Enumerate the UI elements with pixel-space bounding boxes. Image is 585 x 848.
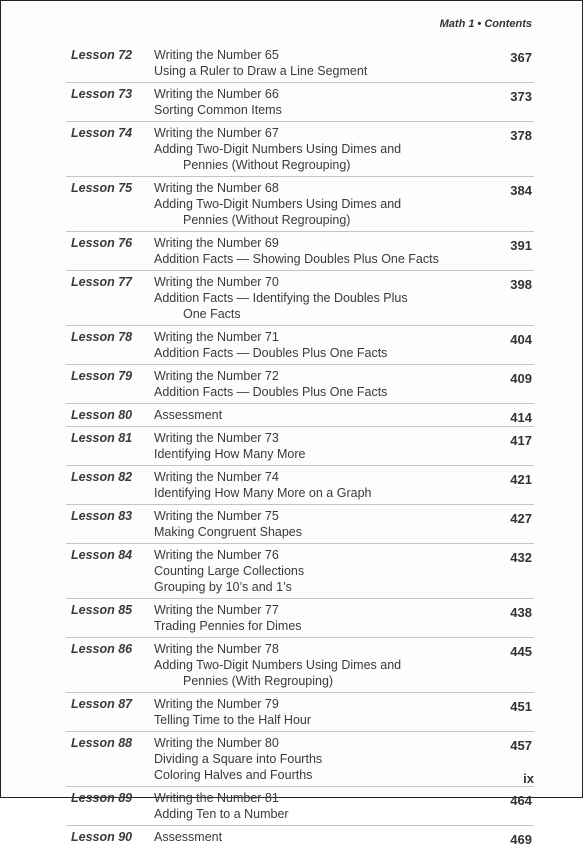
- lesson-label: Lesson 72: [71, 48, 133, 62]
- lesson-topic-line: Writing the Number 81: [154, 791, 279, 805]
- lesson-topic-line: Addition Facts — Identifying the Doubles Plus: [154, 291, 408, 305]
- lesson-label: Lesson 80: [71, 408, 133, 422]
- lesson-label: Lesson 81: [71, 431, 133, 445]
- lesson-topic-line: Addition Facts — Doubles Plus One Facts: [154, 385, 388, 399]
- lesson-topic-line: Pennies (Without Regrouping): [183, 158, 351, 172]
- lesson-topic-line: Writing the Number 76: [154, 548, 279, 562]
- lesson-topic-line: Writing the Number 75: [154, 509, 279, 523]
- lesson-page-number: 445: [510, 644, 532, 659]
- lesson-page-number: 391: [510, 238, 532, 253]
- lesson-topics: [154, 368, 486, 400]
- toc-entry: [66, 404, 534, 427]
- lesson-topics: [154, 47, 486, 79]
- lesson-topics: [154, 469, 486, 501]
- lesson-topic-line: Identifying How Many More on a Graph: [154, 486, 372, 500]
- lesson-topic-line: Making Congruent Shapes: [154, 525, 303, 539]
- lesson-topic-line: Writing the Number 80: [154, 736, 279, 750]
- lesson-topics: [154, 180, 486, 228]
- lesson-label: Lesson 86: [71, 642, 133, 656]
- lesson-topic-line: Writing the Number 79: [154, 697, 279, 711]
- lesson-topic-line: Writing the Number 73: [154, 431, 279, 445]
- lesson-topic-line: Writing the Number 66: [154, 87, 279, 101]
- lesson-topic-line: Sorting Common Items: [154, 103, 282, 117]
- lesson-label: Lesson 74: [71, 126, 133, 140]
- lesson-topic-line: Writing the Number 65: [154, 48, 279, 62]
- lesson-topic-line: Using a Ruler to Draw a Line Segment: [154, 64, 368, 78]
- lesson-topics: [154, 235, 486, 267]
- lesson-topics: [154, 407, 486, 423]
- lesson-label: Lesson 83: [71, 509, 133, 523]
- toc-entry: [66, 177, 534, 232]
- lesson-topic-line: Adding Two-Digit Numbers Using Dimes and: [154, 197, 402, 211]
- lesson-label: Lesson 75: [71, 181, 133, 195]
- lesson-topic-line: Adding Two-Digit Numbers Using Dimes and: [154, 142, 402, 156]
- page-number: ix: [523, 771, 534, 786]
- lesson-topic-line: Adding Two-Digit Numbers Using Dimes and: [154, 658, 402, 672]
- lesson-page-number: 464: [510, 793, 532, 808]
- lesson-topic-line: Assessment: [154, 408, 223, 422]
- lesson-label: Lesson 89: [71, 791, 133, 805]
- lesson-topics: [154, 274, 486, 322]
- toc-entry: [66, 732, 534, 787]
- lesson-page-number: 398: [510, 277, 532, 292]
- lesson-page-number: 417: [510, 433, 532, 448]
- lesson-label: Lesson 85: [71, 603, 133, 617]
- toc-entry: [66, 271, 534, 326]
- header-book-title: Math 1: [439, 18, 475, 30]
- lesson-topics: [154, 430, 486, 462]
- lesson-topic-line: Pennies (With Regrouping): [183, 674, 334, 688]
- lesson-page-number: 373: [510, 89, 532, 104]
- toc-entry: [66, 544, 534, 599]
- lesson-topic-line: Trading Pennies for Dimes: [154, 619, 302, 633]
- lesson-topic-line: Writing the Number 70: [154, 275, 279, 289]
- toc-entry: [66, 44, 534, 83]
- lesson-page-number: 427: [510, 511, 532, 526]
- lesson-topic-line: Addition Facts — Showing Doubles Plus One Facts: [154, 252, 439, 266]
- toc-entry: [66, 693, 534, 732]
- lesson-label: Lesson 73: [71, 87, 133, 101]
- lesson-topic-line: Adding Ten to a Number: [154, 807, 289, 821]
- toc-entry: [66, 232, 534, 271]
- toc-entry: [66, 787, 534, 826]
- toc-entry: [66, 427, 534, 466]
- lesson-label: Lesson 76: [71, 236, 133, 250]
- lesson-page-number: 414: [510, 410, 532, 425]
- lesson-topics: [154, 790, 486, 822]
- lesson-topics: [154, 547, 486, 595]
- lesson-topic-line: Writing the Number 74: [154, 470, 279, 484]
- lesson-topic-line: Writing the Number 78: [154, 642, 279, 656]
- lesson-topic-line: Writing the Number 68: [154, 181, 279, 195]
- toc-entry: [66, 599, 534, 638]
- lesson-topic-line: Telling Time to the Half Hour: [154, 713, 312, 727]
- lesson-page-number: 367: [510, 50, 532, 65]
- toc-entry: [66, 505, 534, 544]
- lesson-page-number: 432: [510, 550, 532, 565]
- lesson-topics: [154, 508, 486, 540]
- lesson-topics: [154, 735, 486, 783]
- lesson-topic-line: Pennies (Without Regrouping): [183, 213, 351, 227]
- toc-entry: [66, 326, 534, 365]
- lesson-topic-line: Writing the Number 71: [154, 330, 279, 344]
- lesson-topics: [154, 602, 486, 634]
- lesson-label: Lesson 88: [71, 736, 133, 750]
- lesson-page-number: 457: [510, 738, 532, 753]
- lesson-page-number: 409: [510, 371, 532, 386]
- lesson-page-number: 384: [510, 183, 532, 198]
- lesson-topic-line: Identifying How Many More: [154, 447, 306, 461]
- lesson-topic-line: One Facts: [183, 307, 241, 321]
- lesson-page-number: 451: [510, 699, 532, 714]
- lesson-label: Lesson 77: [71, 275, 133, 289]
- lesson-topics: [154, 86, 486, 118]
- lesson-topic-line: Dividing a Square into Fourths: [154, 752, 323, 766]
- lesson-label: Lesson 87: [71, 697, 133, 711]
- lesson-label: Lesson 90: [71, 830, 133, 844]
- lesson-label: Lesson 84: [71, 548, 133, 562]
- lesson-topics: [154, 329, 486, 361]
- lesson-label: Lesson 78: [71, 330, 133, 344]
- lesson-topics: [154, 641, 486, 689]
- lesson-topic-line: Writing the Number 67: [154, 126, 279, 140]
- lesson-topic-line: Coloring Halves and Fourths: [154, 768, 313, 782]
- lesson-label: Lesson 79: [71, 369, 133, 383]
- toc-entry: [66, 466, 534, 505]
- header-section-title: Contents: [484, 18, 532, 30]
- running-header: [440, 18, 532, 30]
- lesson-topic-line: Writing the Number 72: [154, 369, 279, 383]
- toc-entry: [66, 365, 534, 404]
- lesson-page-number: 404: [510, 332, 532, 347]
- lesson-page-number: 438: [510, 605, 532, 620]
- lesson-label: Lesson 82: [71, 470, 133, 484]
- lesson-page-number: 421: [510, 472, 532, 487]
- header-separator: •: [477, 18, 482, 30]
- lesson-topics: [154, 829, 486, 845]
- lesson-topics: [154, 125, 486, 173]
- lesson-topic-line: Counting Large Collections: [154, 564, 305, 578]
- lesson-page-number: 378: [510, 128, 532, 143]
- lesson-topic-line: Writing the Number 77: [154, 603, 279, 617]
- toc-entry: [66, 638, 534, 693]
- lesson-topic-line: Grouping by 10’s and 1’s: [154, 580, 292, 594]
- toc-entry: [66, 122, 534, 177]
- lesson-page-number: 469: [510, 832, 532, 847]
- table-of-contents: [1, 44, 584, 848]
- lesson-topic-line: Assessment: [154, 830, 223, 844]
- toc-entry: [66, 83, 534, 122]
- lesson-topics: [154, 696, 486, 728]
- toc-entry: [66, 826, 534, 848]
- lesson-topic-line: Writing the Number 69: [154, 236, 279, 250]
- lesson-topic-line: Addition Facts — Doubles Plus One Facts: [154, 346, 388, 360]
